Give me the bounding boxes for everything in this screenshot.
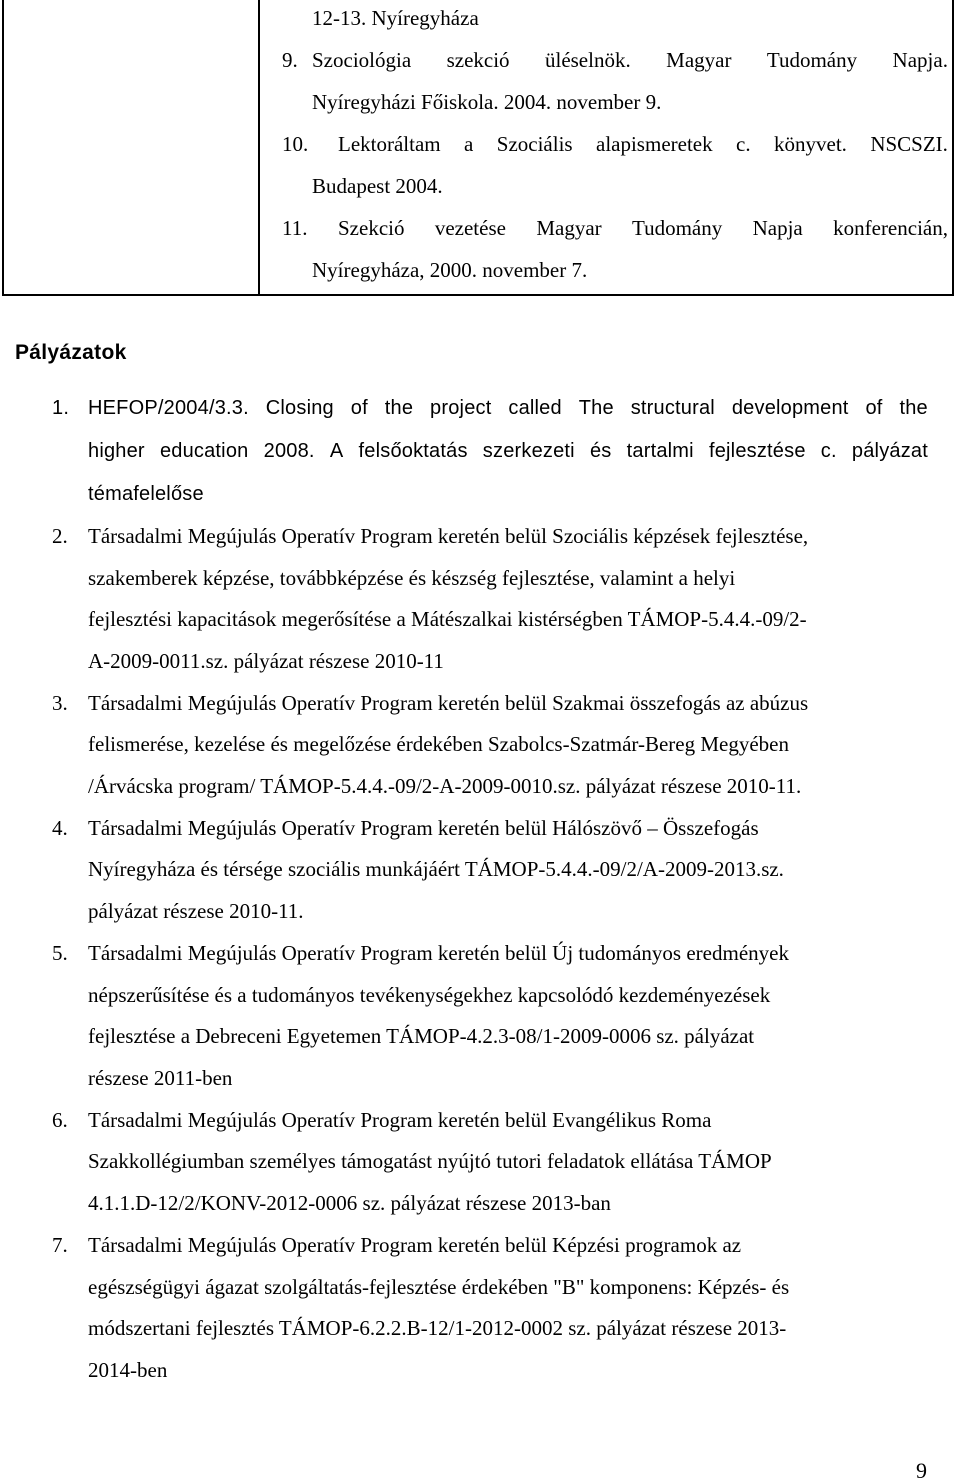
table-item-11-line2: Nyíregyháza, 2000. november 7. [312, 258, 588, 282]
item-5-line1: Társadalmi Megújulás Operatív Program keretén belül Új tudományos eredmények [88, 941, 789, 965]
item-3-line2: felismerése, kezelése és megelőzése érdekében Szabolcs-Szatmár-Bereg Megyében [88, 732, 789, 756]
item-4-number: 4. [52, 816, 68, 840]
item-4-line3: pályázat részese 2010-11. [88, 899, 304, 923]
item-4-line1: Társadalmi Megújulás Operatív Program keretén belül Hálószövő – Összefogás [88, 816, 759, 840]
item-4-line2: Nyíregyháza és térsége szociális munkájáért TÁMOP-5.4.4.-09/2/A-2009-2013.sz. [88, 857, 784, 881]
item-5-line3: fejlesztése a Debreceni Egyetemen TÁMOP-4.2.3-08/1-2009-0006 sz. pályázat [88, 1024, 755, 1048]
item-1-number: 1. [52, 397, 70, 419]
item-2-line2: szakemberek képzése, továbbképzése és készség fejlesztése, valamint a helyi [88, 566, 736, 590]
table-item-9-number: 9. [282, 48, 298, 72]
table-line-12-13: 12-13. Nyíregyháza [312, 6, 479, 30]
table-item-9-line2: Nyíregyházi Főiskola. 2004. november 9. [312, 90, 662, 114]
table-item-11-line1: Szekció vezetése Magyar Tudomány Napja konferencián, [338, 216, 948, 240]
item-5-line4: részese 2011-ben [88, 1066, 233, 1090]
item-3-line1: Társadalmi Megújulás Operatív Program keretén belül Szakmai összefogás az abúzus [88, 691, 809, 715]
table-item-9-line1: Szociológia szekció üléselnök. Magyar Tudomány Napja. [312, 48, 948, 72]
table-item-10-number: 10. [282, 132, 309, 156]
item-2-number: 2. [52, 524, 68, 548]
item-5-line2: népszerűsítése és a tudományos tevékenységekhez kapcsolódó kezdeményezések [88, 983, 771, 1007]
item-6-number: 6. [52, 1108, 68, 1132]
item-7-number: 7. [52, 1233, 68, 1257]
item-5-number: 5. [52, 941, 68, 965]
item-7-line2: egészségügyi ágazat szolgáltatás-fejlesztése érdekében "B" komponens: Képzés- és [88, 1275, 790, 1299]
item-7-line3: módszertani fejlesztés TÁMOP-6.2.2.B-12/1-2012-0002 sz. pályázat részese 2013- [88, 1316, 787, 1340]
item-2-line1: Társadalmi Megújulás Operatív Program keretén belül Szociális képzések fejlesztése, [88, 524, 809, 548]
item-6-line1: Társadalmi Megújulás Operatív Program keretén belül Evangélikus Roma [88, 1108, 712, 1132]
page-number: 9 [916, 1458, 927, 1483]
item-6-line2: Szakkollégiumban személyes támogatást nyújtó tutori feladatok ellátása TÁMOP [88, 1149, 772, 1173]
item-6-line3: 4.1.1.D-12/2/KONV-2012-0006 sz. pályázat részese 2013-ban [88, 1191, 611, 1215]
table-item-10-line2: Budapest 2004. [312, 174, 443, 198]
table-item-10-line1: Lektoráltam a Szociális alapismeretek c. könyvet. NSCSZI. [338, 132, 948, 156]
item-3-number: 3. [52, 691, 68, 715]
item-2-line3: fejlesztési kapacitások megerősítése a Mátészalkai kistérségben TÁMOP-5.4.4.-09/2- [88, 607, 807, 631]
item-3-line3: /Árvácska program/ TÁMOP-5.4.4.-09/2-A-2009-0010.sz. pályázat részese 2010-11. [88, 774, 802, 798]
item-1-line3: témafelelőse [88, 483, 204, 505]
item-7-line1: Társadalmi Megújulás Operatív Program keretén belül Képzési programok az [88, 1233, 742, 1257]
item-7-line4: 2014-ben [88, 1358, 168, 1382]
item-1-line2: higher education 2008. A felsőoktatás szerkezeti és tartalmi fejlesztése c. pályázat [88, 440, 928, 462]
item-2-line4: A-2009-0011.sz. pályázat részese 2010-11 [88, 649, 444, 673]
section-title: Pályázatok [15, 341, 127, 364]
item-1-line1: HEFOP/2004/3.3. Closing of the project called The structural development of the [88, 397, 928, 419]
table-item-11-number: 11. [282, 216, 308, 240]
table-column-divider [258, 0, 260, 294]
